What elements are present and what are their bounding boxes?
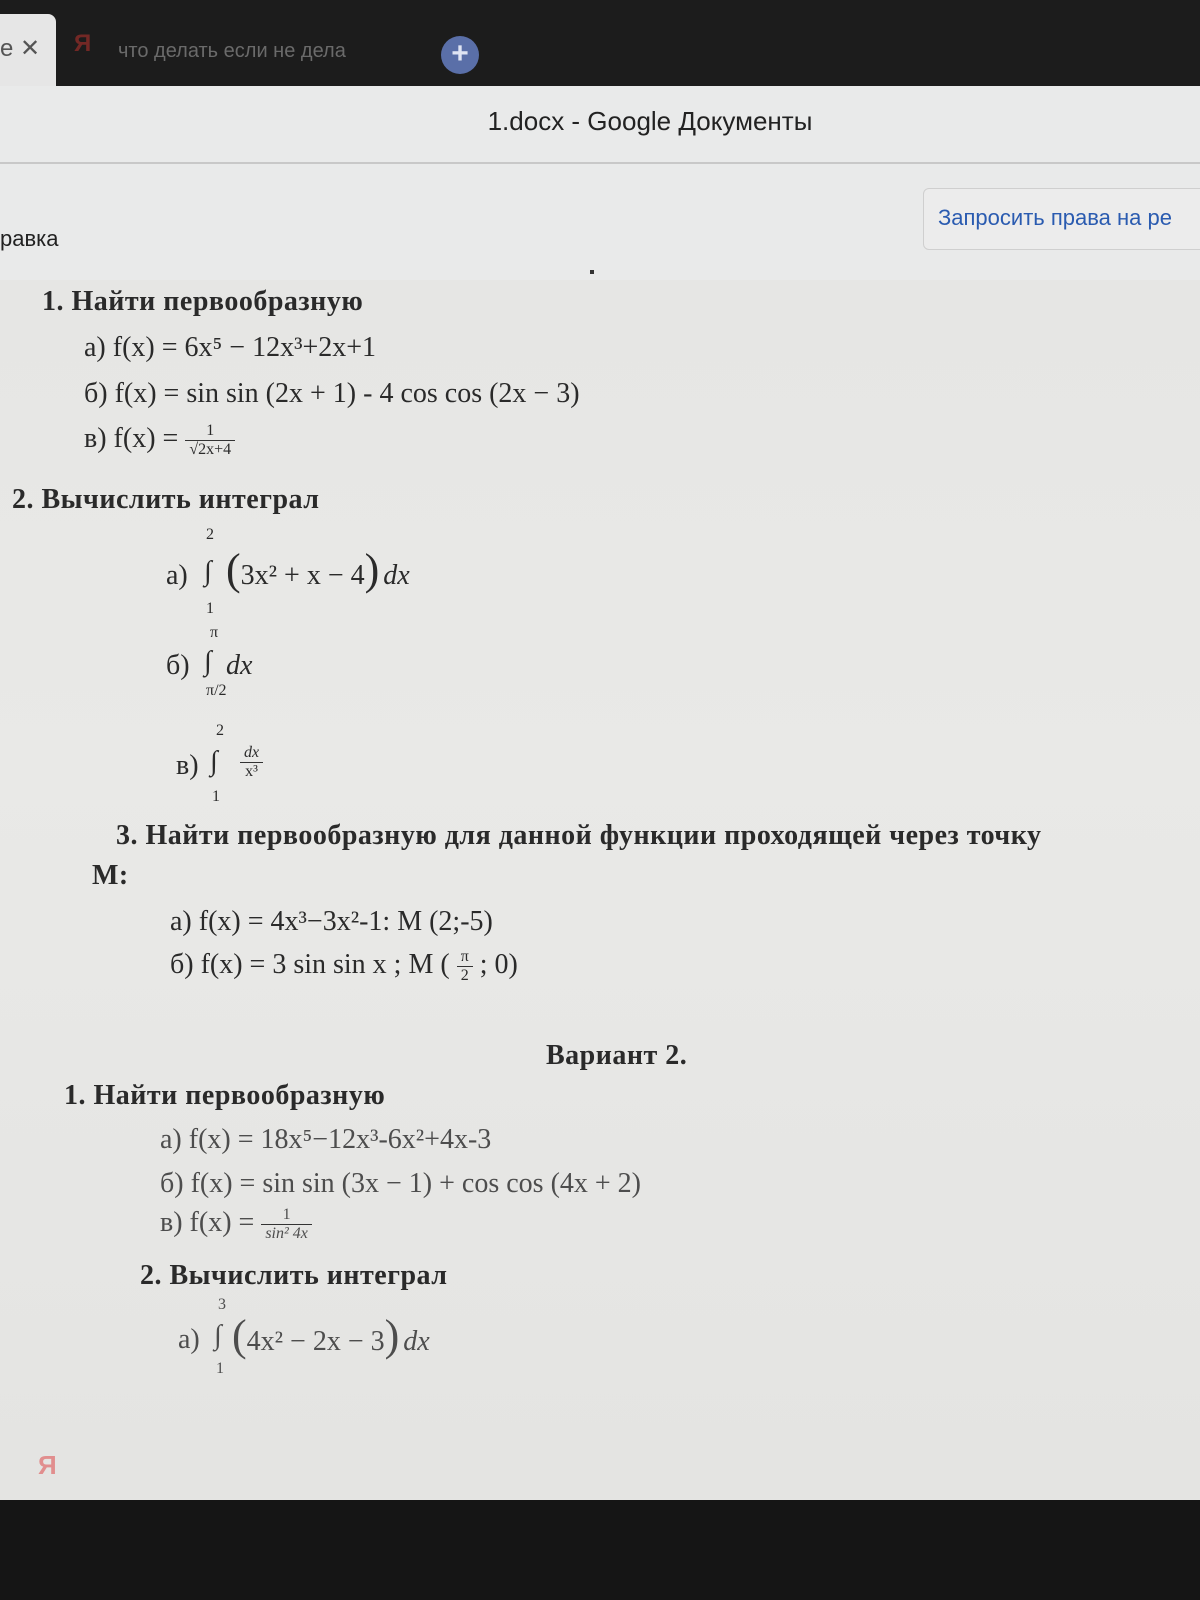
task1-item-c bbox=[84, 422, 235, 459]
request-access-button[interactable] bbox=[923, 188, 1200, 250]
task3-heading: 3. Найти первообразную для данной функции проходящей через точку bbox=[116, 820, 1042, 851]
integral-b-lower-limit: π/2 bbox=[206, 682, 227, 699]
integral-sign-icon: ∫ bbox=[214, 1320, 222, 1351]
integral-b-label: б) bbox=[166, 650, 190, 681]
task3-heading-point: M: bbox=[92, 860, 129, 891]
variant2-task1-item-c bbox=[160, 1206, 312, 1243]
task1-item-c-prefix: в) f(x) = bbox=[84, 422, 186, 454]
integral-c-lower-limit: 1 bbox=[212, 788, 220, 805]
fraction-denominator: sin² 4x bbox=[265, 1225, 308, 1242]
yandex-logo-icon: Я bbox=[38, 1450, 57, 1480]
variant2-task1-item-c-fraction bbox=[261, 1206, 312, 1243]
variant2-integral-body bbox=[232, 1310, 430, 1361]
yandex-logo-icon: Я bbox=[74, 30, 92, 57]
fraction-numerator: 1 bbox=[185, 422, 235, 441]
task2-heading: 2. Вычислить интеграл bbox=[12, 484, 320, 515]
integral-a-body bbox=[226, 544, 410, 595]
close-tab-icon[interactable]: е ✕ bbox=[0, 35, 41, 62]
request-access-label: Запросить права на ре bbox=[938, 205, 1172, 230]
integral-a-expression: 3x² + x − 4 bbox=[240, 560, 365, 591]
header-divider bbox=[0, 162, 1200, 164]
integral-b-body: dx bbox=[226, 650, 253, 681]
paren-open: ( bbox=[232, 1311, 247, 1360]
integral-a-upper-limit: 2 bbox=[206, 526, 214, 543]
variant2-integral-upper-limit: 3 bbox=[218, 1296, 226, 1313]
menu-help[interactable]: равка bbox=[0, 226, 59, 251]
task1-item-c-fraction bbox=[185, 422, 235, 459]
variant2-title: Вариант 2. bbox=[546, 1040, 688, 1071]
integral-c-label: в) bbox=[176, 750, 199, 781]
variant2-integral-dx: dx bbox=[403, 1326, 430, 1357]
integral-sign-icon: ∫ bbox=[204, 646, 212, 677]
document-title: 1.docx - Google Документы bbox=[487, 106, 813, 136]
paren-close: ) bbox=[364, 545, 380, 594]
fraction-denominator: 2 bbox=[460, 967, 469, 984]
integral-a-dx: dx bbox=[383, 560, 410, 591]
screen-bottom-bezel bbox=[0, 1500, 1200, 1600]
integral-c-upper-limit: 2 bbox=[216, 722, 224, 739]
task1-item-a: а) f(x) = 6x⁵ − 12x³+2x+1 bbox=[84, 332, 377, 363]
integral-c-fraction bbox=[240, 744, 263, 781]
fraction-numerator: dx bbox=[240, 744, 263, 763]
task3-item-b bbox=[170, 948, 518, 985]
task3-item-b-suffix: ; 0) bbox=[479, 948, 518, 980]
variant2-integral-expression: 4x² − 2x − 3 bbox=[246, 1326, 385, 1357]
browser-tab-title[interactable]: что делать если не дела bbox=[118, 40, 346, 62]
variant2-task1-heading: 1. Найти первообразную bbox=[64, 1080, 386, 1111]
variant2-integral-lower-limit: 1 bbox=[216, 1360, 224, 1377]
integral-sign-icon: ∫ bbox=[210, 746, 218, 777]
task3-item-b-prefix: б) f(x) = 3 sin sin x ; M ( bbox=[170, 948, 457, 980]
integral-c-fraction-box bbox=[240, 744, 263, 781]
task1-item-b: б) f(x) = sin sin (2x + 1) - 4 cos cos (2x − 3) bbox=[84, 378, 580, 409]
fraction-denominator: x³ bbox=[245, 763, 258, 780]
docs-header bbox=[0, 86, 1200, 280]
task1-heading: 1. Найти первообразную bbox=[42, 286, 364, 317]
text-cursor bbox=[590, 270, 594, 274]
fraction-denominator: √2x+4 bbox=[189, 441, 232, 458]
browser-tab-bar bbox=[0, 0, 1200, 86]
integral-a-label: а) bbox=[166, 560, 188, 591]
fraction-numerator: 1 bbox=[261, 1206, 312, 1225]
integral-sign-icon: ∫ bbox=[204, 556, 212, 587]
variant2-task1-item-c-prefix: в) f(x) = bbox=[160, 1206, 262, 1238]
variant2-task1-item-a: а) f(x) = 18x⁵−12x³-6x²+4x-3 bbox=[160, 1124, 492, 1155]
document-page bbox=[0, 280, 1200, 1500]
integral-a-lower-limit: 1 bbox=[206, 600, 214, 617]
paren-close: ) bbox=[384, 1311, 400, 1360]
fraction-numerator: π bbox=[457, 948, 473, 967]
variant2-integral-label: а) bbox=[178, 1324, 200, 1355]
integral-b-upper-limit: π bbox=[210, 624, 219, 641]
paren-open: ( bbox=[226, 545, 241, 594]
variant2-task2-heading: 2. Вычислить интеграл bbox=[140, 1260, 448, 1291]
task3-item-a: а) f(x) = 4x³−3x²-1: M (2;-5) bbox=[170, 906, 493, 937]
task3-item-b-fraction bbox=[457, 948, 473, 985]
browser-tab-active[interactable] bbox=[0, 14, 56, 86]
variant2-task1-item-b: б) f(x) = sin sin (3x − 1) + cos cos (4x + 2) bbox=[160, 1168, 642, 1199]
new-tab-button[interactable]: + bbox=[441, 36, 479, 74]
